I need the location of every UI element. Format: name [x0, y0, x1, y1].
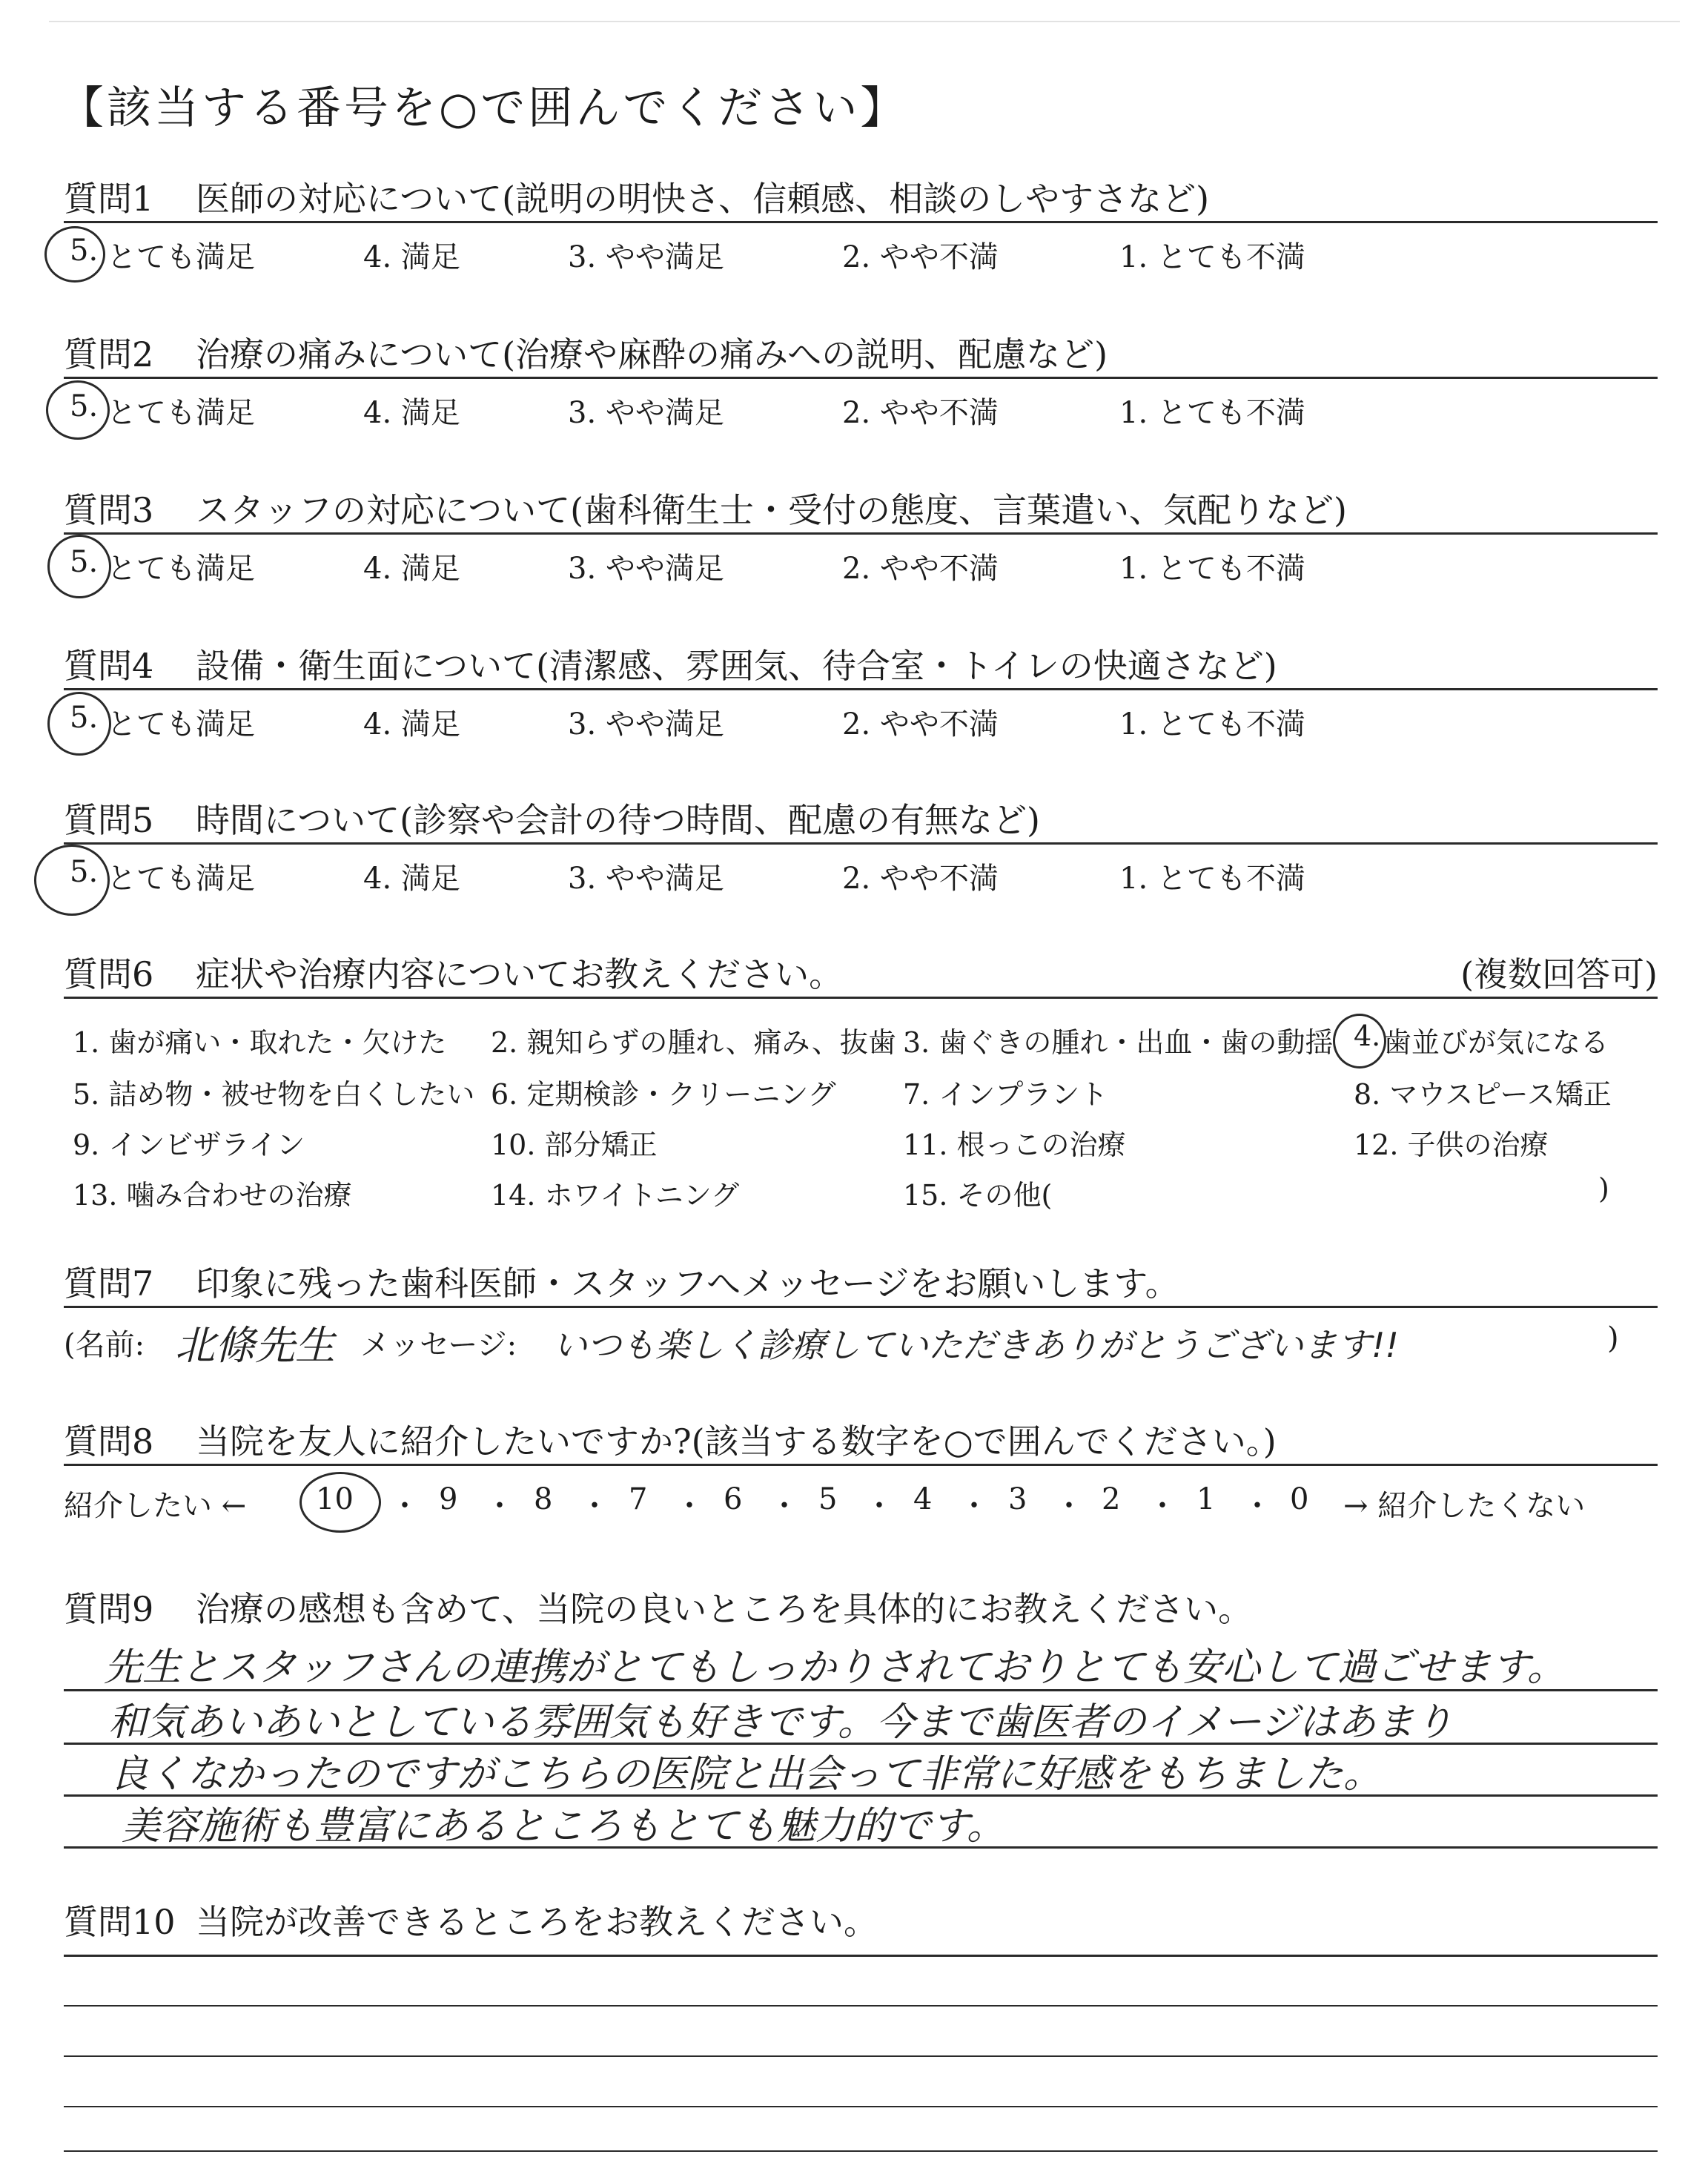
scale-value-9[interactable]: 9 [439, 1482, 458, 1516]
question-text: 治療の痛みについて(治療や麻酔の痛みへの説明、配慮など) [196, 334, 1108, 374]
question-text: 時間について(診察や会計の待つ時間、配慮の有無など) [196, 800, 1040, 840]
symptom-option-number[interactable]: 4. [1354, 1020, 1381, 1052]
scale-dot: ・ [1054, 1489, 1084, 1523]
rating-options [64, 223, 1658, 283]
option-4[interactable]: 4. 満足 [363, 707, 460, 742]
symptom-option[interactable]: 11. 根っこの治療 [903, 1129, 1126, 1161]
scale-dot: ・ [580, 1489, 609, 1523]
symptom-option[interactable]: 5. 詰め物・被せ物を白くしたい [73, 1078, 475, 1111]
option-5-number[interactable]: 5. [70, 855, 99, 889]
question-number: 質問5 [64, 800, 154, 840]
question-number: 質問9 [64, 1589, 154, 1629]
selection-circle [47, 535, 111, 598]
symptom-options [64, 999, 1658, 1221]
question-text: 当院を友人に紹介したいですか?(該当する数字を○で囲んでください。) [196, 1421, 1277, 1462]
question-text: 症状や治療内容についてお教えください。 [196, 954, 844, 994]
scale-value-6[interactable]: 6 [724, 1482, 743, 1516]
scale-value-4[interactable]: 4 [913, 1482, 933, 1516]
scale-dot: ・ [485, 1489, 514, 1523]
symptom-option-other[interactable]: 15. その他( [903, 1179, 1053, 1212]
scale-dot: ・ [1148, 1489, 1177, 1523]
symptom-option[interactable]: 7. インプラント [903, 1078, 1108, 1111]
option-1[interactable]: 1. とても不満 [1119, 396, 1305, 430]
option-2[interactable]: 2. やや不満 [842, 552, 999, 586]
recommend-scale [64, 1466, 1658, 1533]
question-number: 質問8 [64, 1421, 154, 1462]
question-2 [64, 328, 1658, 438]
rating-options [64, 845, 1658, 904]
option-3[interactable]: 3. やや満足 [568, 552, 724, 586]
option-1[interactable]: 1. とても不満 [1119, 862, 1305, 896]
symptom-option[interactable]: 6. 定期検診・クリーニング [491, 1078, 836, 1111]
scale-value-7[interactable]: 7 [629, 1482, 648, 1516]
question-text: 医師の対応について(説明の明快さ、信頼感、相談のしやすさなど) [196, 179, 1210, 219]
page-title: 【該当する番号を○で囲んでください】 [59, 82, 908, 134]
symptom-option[interactable]: 13. 噛み合わせの治療 [73, 1179, 352, 1212]
question-text: 当院が改善できるところをお教えください。 [196, 1902, 878, 1942]
question-5 [64, 793, 1658, 904]
other-close-paren: ) [1598, 1172, 1609, 1205]
scale-dot: ・ [769, 1489, 799, 1523]
answer-line[interactable] [64, 1955, 1658, 1957]
scale-value-2[interactable]: 2 [1102, 1482, 1121, 1516]
option-1[interactable]: 1. とても不満 [1119, 552, 1305, 586]
rating-options [64, 690, 1658, 750]
scale-dot: ・ [675, 1489, 704, 1523]
rating-options [64, 535, 1658, 594]
option-2[interactable]: 2. やや不満 [842, 862, 999, 896]
option-5-label[interactable]: とても満足 [107, 862, 255, 896]
top-rule [49, 21, 1680, 22]
option-2[interactable]: 2. やや不満 [842, 707, 999, 742]
handwritten-message[interactable]: いつも楽しく診療していただきありがとうございます!! [553, 1325, 1399, 1365]
selection-circle [299, 1472, 381, 1533]
option-1[interactable]: 1. とても不満 [1119, 240, 1305, 274]
option-4[interactable]: 4. 満足 [363, 552, 460, 586]
symptom-option[interactable]: 1. 歯が痛い・取れた・欠けた [73, 1026, 447, 1059]
question-7 [64, 1257, 1658, 1375]
option-4[interactable]: 4. 満足 [363, 240, 460, 274]
scale-value-3[interactable]: 3 [1008, 1482, 1027, 1516]
symptom-option[interactable]: 歯並びが気になる [1383, 1026, 1609, 1059]
option-5-number[interactable]: 5. [70, 389, 99, 423]
question-number: 質問4 [64, 646, 154, 686]
question-6 [64, 948, 1658, 1221]
question-number: 質問3 [64, 490, 154, 530]
rating-options [64, 379, 1658, 438]
option-2[interactable]: 2. やや不満 [842, 240, 999, 274]
question-8 [64, 1415, 1658, 1533]
question-text: 設備・衛生面について(清潔感、雰囲気、待合室・トイレの快適さなど) [196, 646, 1277, 686]
question-number: 質問10 [64, 1902, 176, 1942]
handwritten-answer-line[interactable]: 良くなかったのですがこちらの医院と出会って非常に好感をもちました。 [110, 1752, 1383, 1797]
symptom-option[interactable]: 14. ホワイトニング [491, 1179, 740, 1212]
question-text: 印象に残った歯科医師・スタッフへメッセージをお願いします。 [196, 1264, 1179, 1304]
question-4 [64, 639, 1658, 750]
question-9 [64, 1582, 1658, 1631]
scale-value-10[interactable]: 10 [316, 1482, 354, 1516]
question-number: 質問1 [64, 179, 154, 219]
handwritten-answer-line[interactable]: 和気あいあいとしている雰囲気も好きです。今まで歯医者のイメージはあまり [108, 1700, 1454, 1745]
option-5-label[interactable]: とても満足 [107, 552, 255, 586]
handwritten-name[interactable]: 北條先生 [175, 1322, 335, 1369]
name-label: (名前: [64, 1328, 145, 1362]
symptom-option[interactable]: 2. 親知らずの腫れ、痛み、抜歯 [491, 1026, 896, 1059]
question-number: 質問6 [64, 954, 154, 994]
scale-dot: ・ [390, 1489, 420, 1523]
option-1[interactable]: 1. とても不満 [1119, 707, 1305, 742]
option-3[interactable]: 3. やや満足 [568, 707, 724, 742]
option-5-label[interactable]: とても満足 [107, 240, 255, 274]
message-row [64, 1308, 1658, 1375]
selection-circle [34, 845, 110, 916]
option-5-label[interactable]: とても満足 [107, 707, 255, 742]
option-5-label[interactable]: とても満足 [107, 396, 255, 430]
scale-value-5[interactable]: 5 [818, 1482, 838, 1516]
scale-dot: ・ [864, 1489, 894, 1523]
question-number: 質問7 [64, 1264, 154, 1304]
option-3[interactable]: 3. やや満足 [568, 240, 724, 274]
question-text: 治療の感想も含めて、当院の良いところを具体的にお教えください。 [196, 1589, 1253, 1629]
scale-dot: ・ [1242, 1489, 1272, 1523]
selection-circle [46, 380, 110, 440]
selection-circle [1333, 1014, 1386, 1069]
question-number: 質問2 [64, 334, 154, 374]
scale-value-1[interactable]: 1 [1196, 1482, 1216, 1516]
answer-line[interactable] [64, 2005, 1658, 2007]
question-3 [64, 483, 1658, 594]
symptom-option[interactable]: 12. 子供の治療 [1354, 1129, 1549, 1161]
answer-line[interactable] [64, 2055, 1658, 2057]
question-1 [64, 172, 1658, 283]
answer-line[interactable] [64, 2106, 1658, 2107]
scale-dot: ・ [959, 1489, 989, 1523]
message-close-paren: ) [1607, 1321, 1619, 1355]
answer-line[interactable] [64, 2150, 1658, 2152]
option-4[interactable]: 4. 満足 [363, 396, 460, 430]
option-5-number[interactable]: 5. [70, 701, 99, 735]
option-3[interactable]: 3. やや満足 [568, 862, 724, 896]
option-3[interactable]: 3. やや満足 [568, 396, 724, 430]
symptom-option[interactable]: 9. インビザライン [73, 1129, 305, 1161]
handwritten-answer-line[interactable]: 先生とスタッフさんの連携がとてもしっかりされておりとても安心して過ごせます。 [104, 1645, 1566, 1690]
option-5-number[interactable]: 5. [70, 234, 99, 268]
scale-value-8[interactable]: 8 [534, 1482, 553, 1516]
symptom-option[interactable]: 8. マウスピース矯正 [1354, 1078, 1612, 1111]
scale-value-0[interactable]: 0 [1290, 1482, 1309, 1516]
option-5-number[interactable]: 5. [70, 545, 99, 579]
handwritten-answer-line[interactable]: 美容施術も豊富にあるところもとても魅力的です。 [122, 1804, 1005, 1849]
symptom-option[interactable]: 3. 歯ぐきの腫れ・出血・歯の動揺 [903, 1026, 1334, 1059]
question-text: スタッフの対応について(歯科衛生士・受付の態度、言葉遣い、気配りなど) [196, 490, 1347, 530]
scale-right-label: → 紹介したくない [1343, 1489, 1586, 1523]
selection-circle [44, 226, 105, 283]
symptom-option[interactable]: 10. 部分矯正 [491, 1129, 658, 1161]
selection-circle [47, 692, 111, 756]
scale-left-label: 紹介したい ← [64, 1489, 247, 1523]
option-2[interactable]: 2. やや不満 [842, 396, 999, 430]
message-label: メッセージ: [360, 1328, 517, 1362]
question-10 [64, 1895, 1658, 1944]
multiple-answers-note: (複数回答可) [1460, 954, 1658, 994]
option-4[interactable]: 4. 満足 [363, 862, 460, 896]
